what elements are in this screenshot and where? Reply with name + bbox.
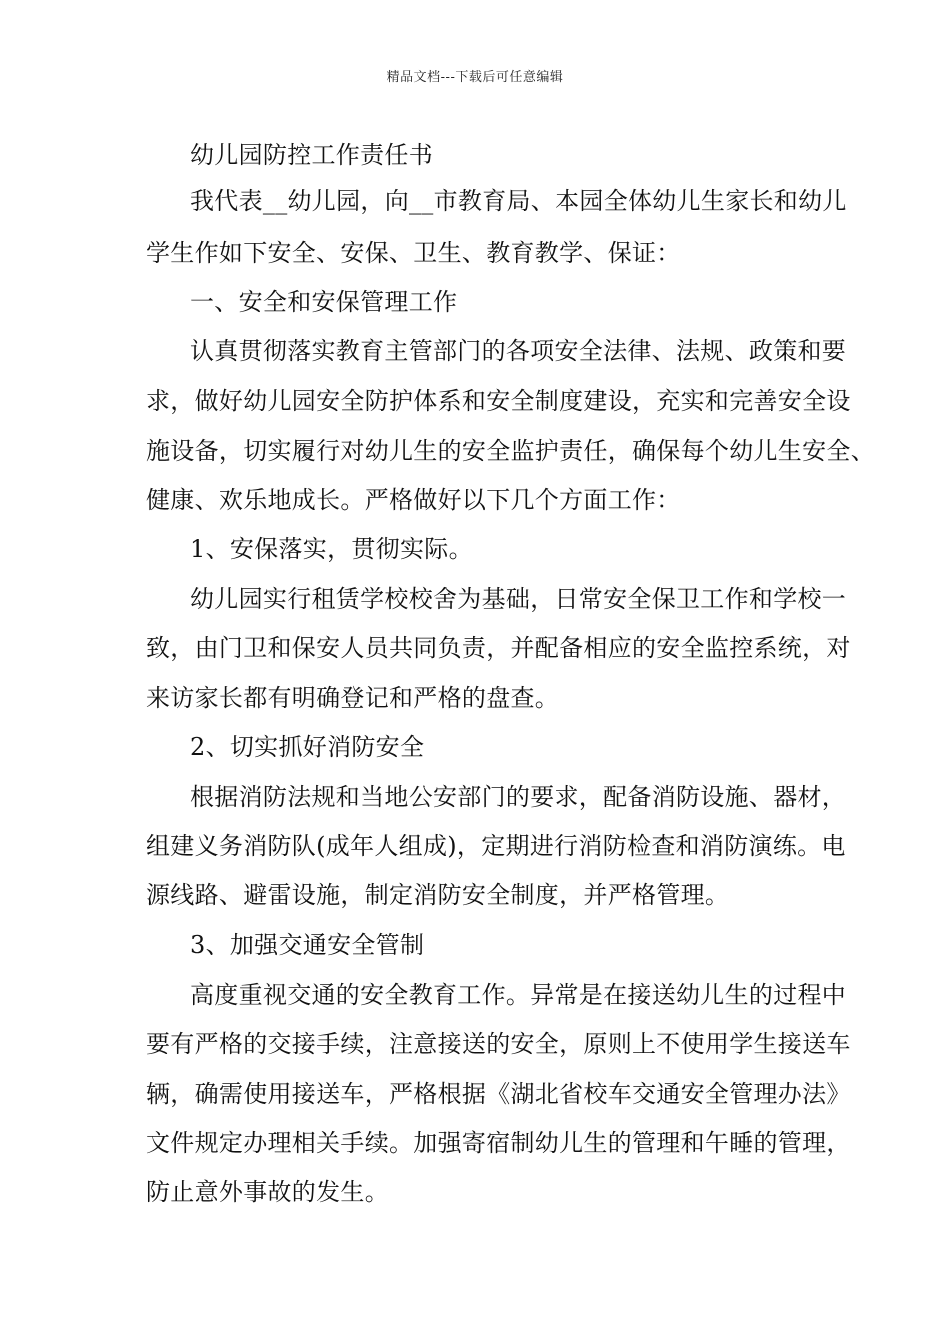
item-1-para-line: 来访家长都有明确登记和严格的盘查。 (146, 684, 560, 712)
item-2-para-line: 根据消防法规和当地公安部门的要求，配备消防设施、器材， (190, 783, 847, 811)
item-3-heading: 3、加强交通安全管制 (190, 931, 425, 959)
item-3-para-line: 防止意外事故的发生。 (146, 1178, 389, 1206)
section-1-heading: 一、安全和安保管理工作 (190, 288, 458, 316)
item-3-para-line: 高度重视交通的安全教育工作。异常是在接送幼儿生的过程中 (190, 981, 847, 1009)
section-1-para-line: 施设备，切实履行对幼儿生的安全监护责任，确保每个幼儿生安全、 (146, 437, 875, 465)
item-2-heading: 2、切实抓好消防安全 (190, 733, 425, 761)
page-header: 精品文档---下载后可任意编辑 (386, 70, 564, 85)
item-2-para-line: 源线路、避雷设施，制定消防安全制度，并严格管理。 (146, 881, 730, 909)
item-3-para-line: 要有严格的交接手续，注意接送的安全，原则上不使用学生接送车 (146, 1030, 851, 1058)
document-title: 幼儿园防控工作责任书 (190, 141, 433, 169)
section-1-para-line: 认真贯彻落实教育主管部门的各项安全法律、法规、政策和要 (190, 337, 847, 365)
item-1-para-line: 致，由门卫和保安人员共同负责，并配备相应的安全监控系统，对 (146, 634, 851, 662)
item-1-para-line: 幼儿园实行租赁学校校舍为基础，日常安全保卫工作和学校一 (190, 585, 847, 613)
section-1-para-line: 健康、欢乐地成长。严格做好以下几个方面工作： (146, 486, 681, 514)
item-3-para-line: 文件规定办理相关手续。加强寄宿制幼儿生的管理和午睡的管理， (146, 1129, 851, 1157)
intro-line-1: 我代表__幼儿园，向__市教育局、本园全体幼儿生家长和幼儿 (190, 187, 847, 215)
section-1-para-line: 求，做好幼儿园安全防护体系和安全制度建设，充实和完善安全设 (146, 387, 851, 415)
intro-line-2: 学生作如下安全、安保、卫生、教育教学、保证： (146, 239, 681, 267)
item-1-heading: 1、安保落实，贯彻实际。 (190, 535, 473, 563)
item-2-para-line: 组建义务消防队(成年人组成)，定期进行消防检查和消防演练。电 (146, 832, 846, 860)
item-3-para-line: 辆，确需使用接送车，严格根据《湖北省校车交通安全管理办法》 (146, 1080, 851, 1108)
